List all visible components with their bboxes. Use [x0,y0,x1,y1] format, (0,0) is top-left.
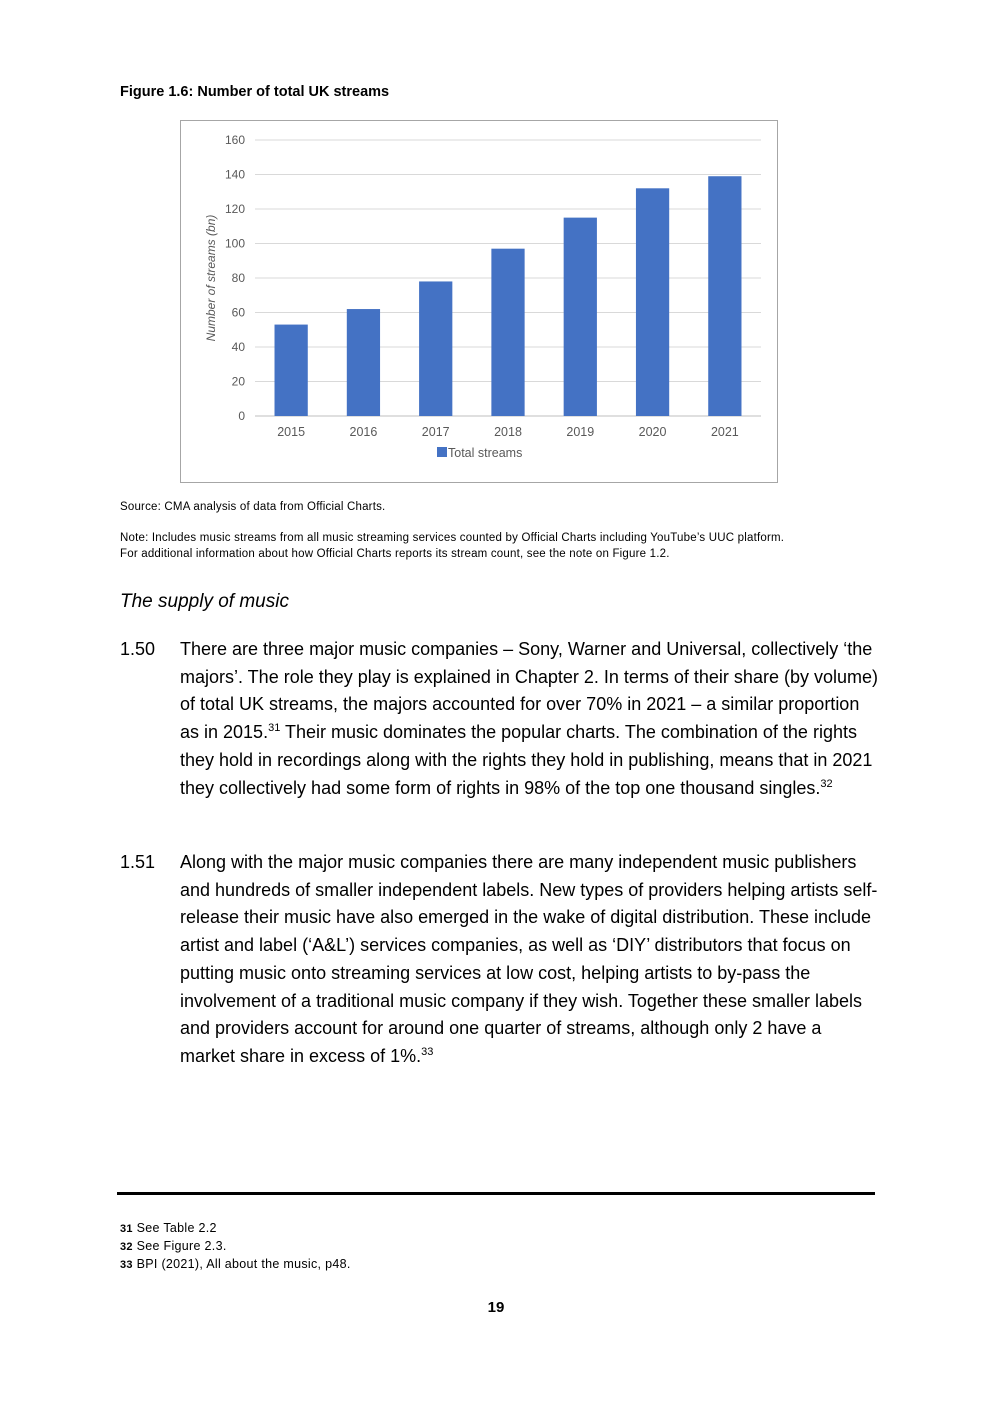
x-tick-label: 2015 [277,425,306,439]
paragraph-1-50 [120,636,880,802]
y-axis-label: Number of streams (bn) [204,214,218,342]
footnotes [120,1220,351,1274]
bar-2021 [708,176,741,416]
x-tick-label: 2020 [638,425,667,439]
x-tick-label: 2016 [349,425,378,439]
y-tick-label: 160 [224,133,245,147]
footnote-ref[interactable]: 33 [421,1045,434,1058]
footnote-text: BPI (2021), All about the music, p48. [136,1257,351,1271]
y-tick-label: 0 [238,409,245,423]
paragraph-text-part: There are three major music companies – Sony, Warner and Universal, collectively ‘the majors’. The role they play is explained in Chapter 2. In terms of their share (by volume) of total UK streams, the majors accounted for over 70% in 2021 – a similar proportion as in 2015. [180,639,878,743]
bar-2019 [564,218,597,416]
footnote-32 [120,1238,351,1256]
bar-2015 [275,325,308,416]
x-tick-label: 2017 [421,425,450,439]
paragraph-text [180,636,880,802]
figure-note [120,531,784,562]
footnote-text: See Table 2.2 [136,1221,217,1235]
figure-title: Figure 1.6: Number of total UK streams [120,84,390,100]
footnote-number: 32 [120,1241,133,1253]
bar-2016 [347,309,380,416]
section-heading: The supply of music [120,591,289,612]
paragraph-text [180,849,880,1071]
y-tick-label: 20 [231,374,245,389]
footnote-divider [117,1192,875,1195]
bar-chart [180,120,778,483]
bar-2020 [636,188,669,416]
page-number: 19 [487,1299,505,1316]
y-tick-label: 120 [224,202,245,216]
chart-canvas [181,121,779,484]
y-tick-label: 80 [231,271,245,285]
paragraph-text-part: Their music dominates the popular charts. The combination of the rights they hold in recordings along with the rights they hold in publishing, means that in 2021 they collectively had some form of rights in 98% of the top one thousand singles. [180,722,873,798]
footnote-text: See Figure 2.3. [136,1239,227,1253]
legend-swatch [437,447,447,457]
x-tick-label: 2021 [710,425,739,439]
bar-2017 [419,281,452,416]
x-tick-label: 2019 [566,425,595,439]
footnote-number: 31 [120,1223,133,1235]
y-tick-label: 100 [224,236,245,251]
paragraph-number: 1.50 [120,639,156,659]
figure-note-line-1: Note: Includes music streams from all music streaming services counted by Official Charts including YouTube’s UUC platform. [120,532,785,544]
footnote-number: 33 [120,1259,133,1271]
y-tick-label: 60 [231,305,245,320]
footnote-31 [120,1220,351,1238]
paragraph-1-51 [120,849,880,1071]
paragraph-text-part: Along with the major music companies there are many independent music publishers and hundreds of smaller independent labels. New types of providers helping artists self-release their music have also emerged in the wake of digital distribution. These include artist and label (‘A&L’) services companies, as well as ‘DIY’ distributors that focus on putting music onto streaming services at low cost, helping artists to by-pass the involvement of a traditional music company if they wish. Together these smaller labels and providers account for around one quarter of streams, although only 2 have a market share in excess of 1%. [180,852,878,1066]
footnote-ref[interactable]: 32 [820,777,833,790]
y-tick-label: 140 [224,167,245,182]
source-note: Source: CMA analysis of data from Official Charts. [120,501,386,513]
footnote-ref[interactable]: 31 [268,722,281,735]
paragraph-number: 1.51 [120,852,156,872]
y-tick-label: 40 [231,340,245,354]
figure-note-line-2: For additional information about how Official Charts reports its stream count, see the note on Figure 1.2. [120,547,670,560]
legend-label: Total streams [448,446,523,460]
x-tick-label: 2018 [494,425,522,439]
footnote-33 [120,1256,351,1274]
bar-2018 [491,249,524,416]
